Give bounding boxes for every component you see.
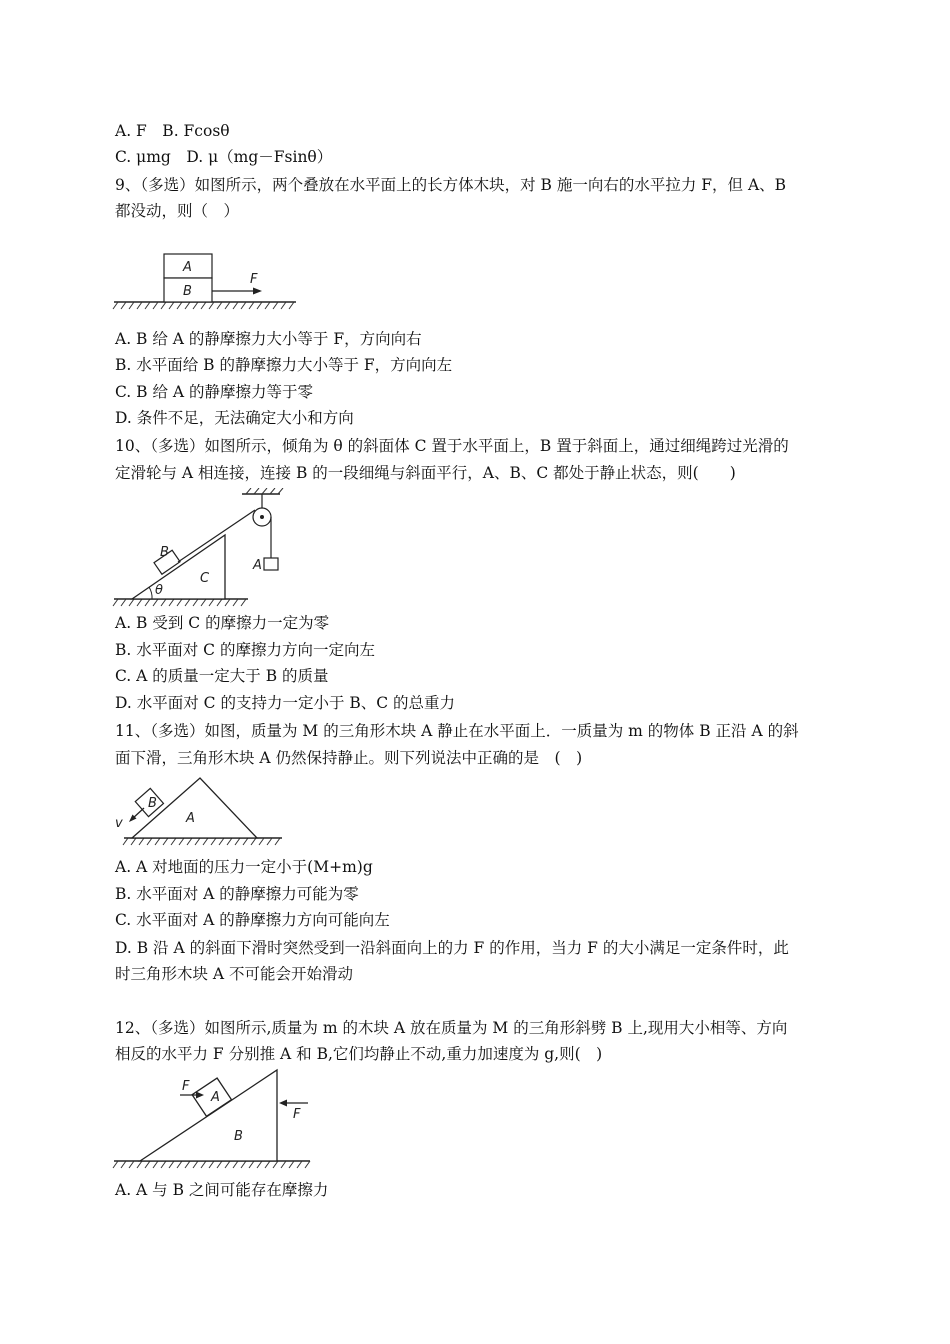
label-f-right: F	[293, 1107, 301, 1122]
q9-stem-line1: 9、（多选）如图所示，两个叠放在水平面上的长方体木块，对 B 施一向右的水平拉力 F，但 A、B	[115, 176, 787, 194]
q12-stem-line1: 12、（多选）如图所示,质量为 m 的木块 A 放在质量为 M 的三角形斜劈 B 上,现用大小相等、方向	[115, 1019, 788, 1037]
q10-figure	[112, 488, 292, 608]
q11-stem-line1: 11、（多选）如图，质量为 M 的三角形木块 A 静止在水平面上．一质量为 m 的物体 B 正沿 A 的斜	[115, 722, 799, 740]
q12-option-a: A. A 与 B 之间可能存在摩擦力	[115, 1181, 329, 1199]
label-b: B	[234, 1129, 243, 1144]
q11-option-d-line1: D. B 沿 A 的斜面下滑时突然受到一沿斜面向上的力 F 的作用，当力 F 的大小满足一定条件时，此	[115, 939, 789, 957]
label-f-left: F	[182, 1079, 190, 1094]
q10-stem-line1: 10、（多选）如图所示，倾角为 θ 的斜面体 C 置于水平面上，B 置于斜面上，通过细绳跨过光滑的	[115, 437, 789, 455]
q11-option-d-line2: 时三角形木块 A 不可能会开始滑动	[115, 965, 354, 983]
label-b: B	[183, 284, 192, 299]
q9-option-c: C. B 给 A 的静摩擦力等于零	[115, 383, 314, 401]
label-a: A	[253, 558, 262, 573]
q10-option-d: D. 水平面对 C 的支持力一定小于 B、C 的总重力	[115, 694, 456, 712]
label-b: B	[148, 796, 157, 811]
q11-option-b: B. 水平面对 A 的静摩擦力可能为零	[115, 885, 359, 903]
incline-c	[132, 535, 225, 599]
q9-option-b: B. 水平面给 B 的静摩擦力大小等于 F，方向向左	[115, 356, 453, 374]
q11-stem-line2: 面下滑，三角形木块 A 仍然保持静止。则下列说法中正确的是 ( )	[115, 749, 583, 767]
q11-option-a: A. A 对地面的压力一定小于(M+m)g	[115, 858, 373, 876]
q11-option-c: C. 水平面对 A 的静摩擦力方向可能向左	[115, 911, 390, 929]
label-theta: θ	[155, 583, 163, 598]
q9-option-a: A. B 给 A 的静摩擦力大小等于 F，方向向右	[115, 330, 422, 348]
q10-option-c: C. A 的质量一定大于 B 的质量	[115, 667, 329, 685]
label-a: A	[183, 260, 192, 275]
label-b: B	[160, 545, 169, 560]
q12-figure	[112, 1068, 322, 1178]
label-c: C	[200, 571, 210, 586]
q8-option-c-d: C. μmg D. μ（mg－Fsinθ）	[115, 148, 333, 166]
label-f: F	[250, 272, 258, 287]
q10-option-b: B. 水平面对 C 的摩擦力方向一定向左	[115, 641, 375, 659]
q12-stem-line2: 相反的水平力 F 分别推 A 和 B,它们均静止不动,重力加速度为 g,则( )	[115, 1045, 603, 1063]
block-a	[264, 558, 278, 570]
q9-option-d: D. 条件不足，无法确定大小和方向	[115, 409, 354, 427]
q9-stem-line2: 都没动，则（ ）	[115, 202, 240, 220]
label-a: A	[186, 811, 195, 826]
q8-option-a-b: A. F B. Fcosθ	[115, 122, 230, 140]
q10-stem-line2: 定滑轮与 A 相连接，连接 B 的一段细绳与斜面平行，A、B、C 都处于静止状态，则( )	[115, 464, 736, 482]
q9-figure	[112, 250, 302, 312]
q10-option-a: A. B 受到 C 的摩擦力一定为零	[115, 614, 330, 632]
label-v: v	[115, 816, 123, 831]
q11-figure	[112, 776, 287, 852]
label-a: A	[211, 1090, 220, 1105]
